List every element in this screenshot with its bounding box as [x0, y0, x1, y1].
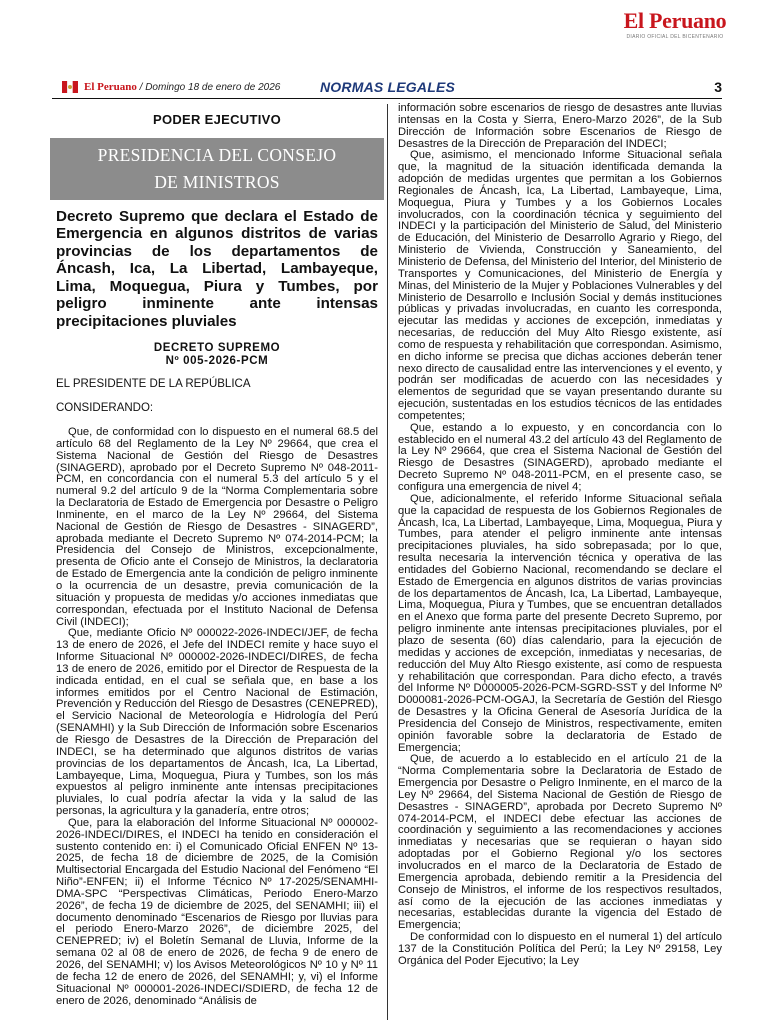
issuer-line: EL PRESIDENTE DE LA REPÚBLICA [56, 378, 251, 391]
body-paragraph: Que, de acuerdo a lo establecido en el artículo 21 de la “Norma Complementaria sobre la Declaratoria de Estado de Emergencia por Desastre o Peligro Inminente, en el marco de la Ley Nº 29664, del Sistema Nacional de Gestión de Riesgo de Desastres - SINAGERD”, aprobada por Decreto Supremo Nº 074-2014-PCM, el INDECI debe efectuar las acciones de coordinación y seguimiento a las recomendaciones y acciones inmediatas y necesarias que se requieran o hayan sido adoptadas por el Gobierno Regional y/o los sectores involucrados en el marco de la Declaratoria de Estado de Emergencia aprobada, debiendo remitir a la Presidencia del Consejo de Ministros, el informe de los respectivos resultados, así como de la ejecución de las acciones inmediatas y necesarias, establecidas durante la vigencia del Estado de Emergencia; [398, 753, 722, 932]
header-brand: El Peruano [84, 81, 137, 93]
body-paragraph: Que, adicionalmente, el referido Informe Situacional señala que la capacidad de respuesta de los Gobiernos Regionales de Áncash, Ica, La Libertad, Lambayeque, Lima, Moquegua, Piura y Tumbes, para atender el peligro inminente ante intensas precipitaciones pluviales, ha sido sobrepasada; por lo que, resulta necesaria la intervención técnica y operativa de las entidades del Gobierno Nacional, recomendando se declare el Estado de Emergencia en algunos distritos de varias provincias de los departamentos de Áncash, Ica, La Libertad, Lambayeque, Lima, Moquegua, Piura y Tumbes, que se encuentran detallados en el Anexo que forma parte del presente Decreto Supremo, por peligro inminente ante intensas precipitaciones pluviales, por el plazo de sesenta (60) días calendario, para la ejecución de medidas y acciones de excepción, inmediatas y necesarias, de reducción del Muy Alto Riesgo existente, así como de respuesta y rehabilitación que correspondan. Para dicho efecto, a través del Informe Nº D000005-2026-PCM-SGRD-SST y del Informe Nº D000081-2026-PCM-OGAJ, la Secretaría de Gestión del Riesgo de Desastres y la Oficina General de Asesoría Jurídica de la Presidencia del Consejo de Ministros, respectivamente, emiten opinión favorable sobre la declaratoria de Estado de Emergencia; [398, 492, 722, 754]
body-paragraph: Que, de conformidad con lo dispuesto en el numeral 68.5 del artículo 68 del Reglamento de la Ley Nº 29664, que crea el Sistema Nacional de Gestión del Riesgo de Desastres (SINAGERD), aprobado por el Decreto Supremo Nº 048-2011-PCM, en concordancia con el numeral 5.3 del artículo 5 y el numeral 9.2 del artículo 9 de la “Norma Complementaria sobre la Declaratoria de Estado de Emergencia por Desastre o Peligro Inminente, en el marco de la Ley Nº 29664, del Sistema Nacional de Gestión de Riesgo de Desastres - SINAGERD”, aprobada mediante el Decreto Supremo Nº 074-2014-PCM; la Presidencia del Consejo de Ministros, excepcionalmente, presenta de Oficio ante el Consejo de Ministros, la declaratoria de Estado de Emergencia ante la condición de peligro inminente o la ocurrencia de un desastre, previa comunicación de la situación y propuesta de medidas y/o acciones inmediatas que correspondan, efectuada por el Instituto Nacional de Defensa Civil (INDECI); [56, 426, 378, 628]
header-brand-date [84, 81, 280, 93]
ministry-line-2: DE MINISTROS [154, 171, 280, 192]
right-column [398, 103, 722, 968]
ministry-banner [50, 138, 384, 200]
considering-label: CONSIDERANDO: [56, 402, 154, 415]
left-column [56, 104, 378, 1007]
ministry-line-1: PRESIDENCIA DEL CONSEJO [97, 144, 337, 165]
decree-headline: Decreto Supremo que declara el Estado de Emergencia en algunos distritos de varias provincias de los departamentos de Áncash, Ica, La Libertad, Lambayeque, Lima, Moquegua, Piura y Tumbes, por peligro inminente ante intensas precipitaciones pluviales [56, 207, 378, 330]
body-paragraph: Que, mediante Oficio Nº 000022-2026-INDECI/JEF, de fecha 13 de enero de 2026, el Jefe del INDECI remite y hace suyo el Informe Situacional Nº 000002-2026-INDECI/DIRES, de fecha 13 de enero de 2026, emitido por el Director de Respuesta de la indicada entidad, en el cual se señala que, en base a los informes emitidos por el Centro Nacional de Estimación, Prevención y Reducción del Riesgo de Desastres (CENEPRED), el Servicio Nacional de Meteorología e Hidrología del Perú (SENAMHI) y la Sub Dirección de Información sobre Escenarios de Riesgo de Desastres de la Dirección de Preparación del INDECI, se ha determinado que algunos distritos de varias provincias de los departamentos de Áncash, Ica, La Libertad, Lambayeque, Lima, Moquegua, Piura y Tumbes, son los más expuestos al peligro inminente ante intensas precipitaciones pluviales, lo cual podría afectar la vida y la salud de las personas, la agricultura y la ganadería, entre otros; [56, 627, 378, 818]
body-paragraph: Que, asimismo, el mencionado Informe Situacional señala que, la magnitud de la situación identificada demanda la adopción de medidas urgentes que permitan a los Gobiernos Regionales de Áncash, Ica, La Libertad, Lambayeque, Lima, Moquegua, Piura y Tumbes y a los Gobiernos Locales involucrados, con la coordinación técnica y seguimiento del INDECI y la participación del Ministerio de Salud, del Ministerio de Educación, del Ministerio de Desarrollo Agrario y Riego, del Ministerio de Vivienda, Construcción y Saneamiento, del Ministerio de Defensa, del Ministerio del Interior, del Ministerio de Transportes y Comunicaciones, del Ministerio de Energía y Minas, del Ministerio de la Mujer y Poblaciones Vulnerables y del Ministerio de Desarrollo e Inclusión Social y demás instituciones públicas y privadas involucradas, en cuanto les corresponda, ejecutar las medidas y acciones de excepción, inmediatas y necesarias, de reducción del Muy Alto Riesgo existente, así como de respuesta y rehabilitación que correspondan. Asimismo, en dicho informe se precisa que dichas acciones deberán tener nexo directo de causalidad entre las intervenciones y el evento, y podrán ser modificadas de acuerdo con las necesidades y elementos de seguridad que se vayan presentando durante su ejecución, sustentadas en los estudios técnicos de las entidades competentes; [398, 149, 722, 422]
peru-shield-icon [62, 81, 78, 93]
continued-paragraph: información sobre escenarios de riesgo de desastres ante lluvias intensas en la Costa y Sierra, Enero-Marzo 2026”, de la Sub Dirección de Información sobre Escenarios de Riesgo de Desastres de la Dirección de Preparación del INDECI; [398, 102, 722, 150]
running-header [52, 78, 722, 99]
decree-code: Nº 005-2026-PCM [165, 354, 269, 367]
column-divider [387, 104, 388, 1020]
decree-label: DECRETO SUPREMO [153, 342, 281, 355]
page-number: 3 [714, 79, 722, 95]
masthead-logo [600, 10, 750, 44]
body-paragraph: De conformidad con lo dispuesto en el numeral 1) del artículo 137 de la Constitución Política del Perú; la Ley Nº 29158, Ley Orgánica del Poder Ejecutivo; la Ley [398, 931, 722, 967]
header-date: / Domingo 18 de enero de 2026 [136, 82, 281, 93]
masthead-logo-text: El Peruano [623, 8, 727, 33]
section-title: PODER EJECUTIVO [152, 112, 282, 127]
decree-number [56, 342, 378, 367]
header-section: NORMAS LEGALES [320, 79, 456, 95]
body-paragraph: Que, estando a lo expuesto, y en concordancia con lo establecido en el numeral 43.2 del artículo 43 del Reglamento de la Ley Nº 29664, que crea el Sistema Nacional de Gestión del Riesgo de Desastres (SINAGERD), aprobado mediante el Decreto Supremo Nº 048-2011-PCM, en el presente caso, se configura una emergencia de nivel 4; [398, 421, 722, 493]
body-paragraph: Que, para la elaboración del Informe Situacional Nº 000002-2026-INDECI/DIRES, el INDECI ha tenido en consideración el sustento contenido en: i) el Comunicado Oficial ENFEN Nº 13-2025, de fecha 18 de diciembre de 2025, de la Comisión Multisectorial Encargada del Estudio Nacional del Fenómeno “El Niño”-ENFEN; ii) el Informe Técnico Nº 17-2025/SENAMHI-DMA-SPC “Perspectivas Climáticas, Periodo Enero-Marzo 2026”, de fecha 19 de diciembre de 2025, del SENAMHI; iii) el documento denominado “Escenarios de Riesgo por lluvias para el periodo Enero-Marzo 2026”, de diciembre 2025, del CENEPRED; iv) el Boletín Semanal de Lluvia, Informe de la semana 02 al 08 de enero de 2026, de fecha 9 de enero de 2026, del SENAMHI; v) los Avisos Meteorológicos Nº 10 y Nº 11 de fecha 12 de enero de 2026, del SENAMHI; y, vi) el Informe Situacional Nº 000001-2026-INDECI/SDIERD, de fecha 12 de enero de 2026, denominado “Análisis de [56, 816, 378, 1007]
masthead-logo-tagline: DIARIO OFICIAL DEL BICENTENARIO [626, 34, 724, 40]
